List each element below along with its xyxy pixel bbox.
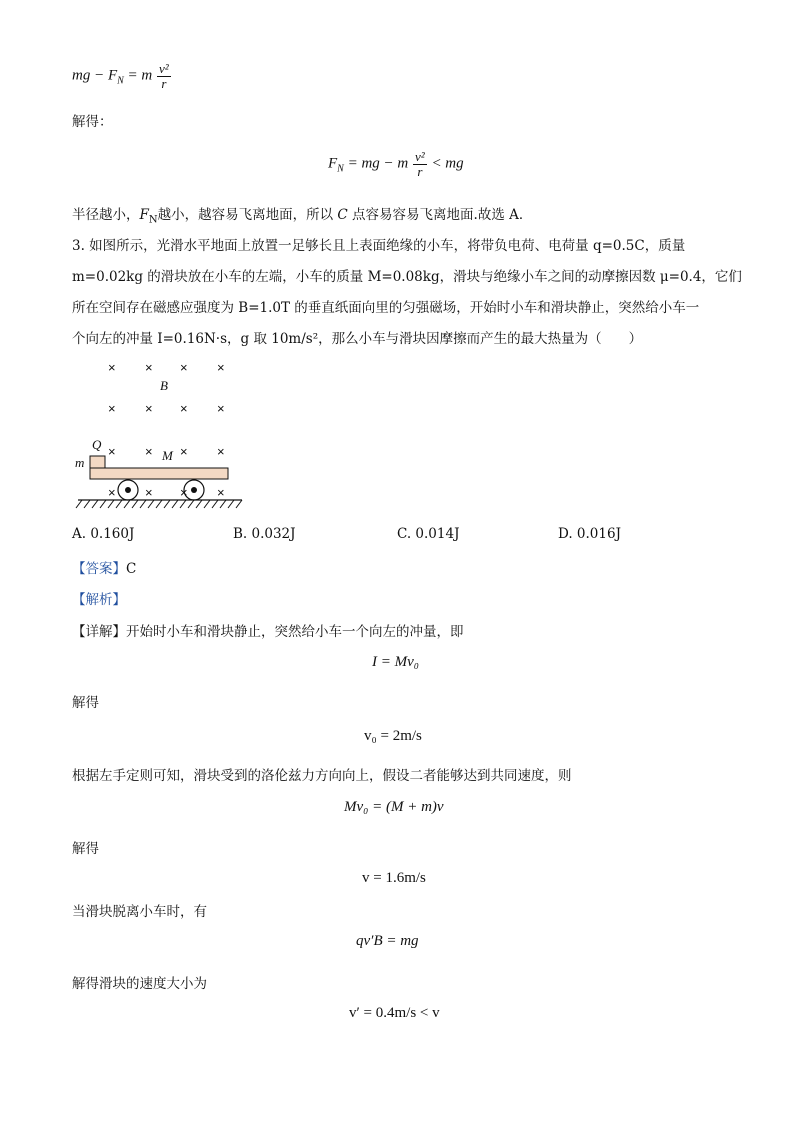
field-cross-icon: × (180, 485, 188, 500)
option-a: A. 0.160J (72, 526, 135, 542)
equation-4: v = 1.6m/s (362, 870, 426, 886)
slider-block (90, 456, 105, 468)
field-cross-icon: × (108, 485, 116, 500)
equation-3: Mv₀ = (M + m)v (344, 799, 444, 815)
field-cross-icon: × (180, 360, 188, 375)
equation-6: v′ = 0.4m/s < v (349, 1005, 440, 1021)
answer-line (72, 557, 136, 577)
answer-value: C (126, 561, 137, 577)
answer-tag: 【答案】 (72, 561, 126, 577)
field-cross-icon: × (217, 444, 225, 459)
field-cross-icon: × (217, 401, 225, 416)
label-Q: Q (92, 437, 102, 452)
jiede-label-1: 解得： (72, 114, 113, 130)
field-cross-icon: × (180, 444, 188, 459)
option-c: C. 0.014J (397, 526, 460, 542)
equation-1: I = Mv₀ (372, 654, 419, 670)
analysis-tag: 【解析】 (72, 592, 126, 608)
paragraph-4: 解得滑块的速度大小为 (72, 976, 207, 992)
jiede-label-2: 解得 (72, 695, 99, 711)
field-cross-icon: × (145, 444, 153, 459)
physics-figure (70, 355, 270, 515)
question-line-1: 3. 如图所示，光滑水平地面上放置一足够长且上表面绝缘的小车，将带负电荷、电荷量 q=0.5C，质量 (72, 238, 686, 254)
jiede-label-3: 解得 (72, 841, 99, 857)
label-M: M (162, 448, 173, 463)
paragraph-3: 当滑块脱离小车时，有 (72, 904, 207, 920)
question-line-3: 所在空间存在磁感应强度为 B=1.0T 的垂直纸面向里的匀强磁场，开始时小车和滑块静止，突然给小车一 (72, 300, 700, 316)
question-line-4: 个向左的冲量 I=0.16N·s，g 取 10m/s²，那么小车与滑块因摩擦而产生的最大热量为（ ） (72, 331, 643, 347)
top-formula: mg − $F_N = m$ $\frac{\text{v²}}{r}$ (72, 61, 169, 91)
field-cross-icon: × (217, 360, 225, 375)
detail-tag: 【详解】 (72, 624, 126, 640)
equation-5: qv′B = mg (356, 933, 419, 949)
field-cross-icon: × (145, 485, 153, 500)
field-cross-icon: × (145, 401, 153, 416)
question-line-2: m=0.02kg 的滑块放在小车的左端，小车的质量 M=0.08kg，滑块与绝缘小车之间的动摩擦因数 μ=0.4，它们 (72, 269, 742, 285)
label-m: m (75, 455, 85, 470)
fn-formula: $F_N$ = mg − m $\frac{\text{v²}}{r}$ < mg (328, 149, 464, 179)
field-cross-icon: × (217, 485, 225, 500)
field-cross-icon: × (108, 401, 116, 416)
field-cross-icon: × (145, 360, 153, 375)
cart-plank (90, 468, 228, 479)
conclusion-line: 半径越小，$F_N$越小，越容易飞离地面，所以 C 点容易容易飞离地面.故选 A． (72, 207, 533, 226)
label-B: B (160, 378, 168, 393)
paragraph-2: 根据左手定则可知，滑块受到的洛伦兹力方向向上，假设二者能够达到共同速度，则 (72, 768, 572, 784)
field-cross-icon: × (108, 360, 116, 375)
option-d: D. 0.016J (558, 526, 621, 542)
detail-line: 【详解】开始时小车和滑块静止，突然给小车一个向左的冲量，即 (72, 624, 464, 640)
option-b: B. 0.032J (233, 526, 296, 542)
field-cross-icon: × (108, 444, 116, 459)
field-cross-icon: × (180, 401, 188, 416)
equation-2: v₀ = 2m/s (364, 728, 422, 744)
